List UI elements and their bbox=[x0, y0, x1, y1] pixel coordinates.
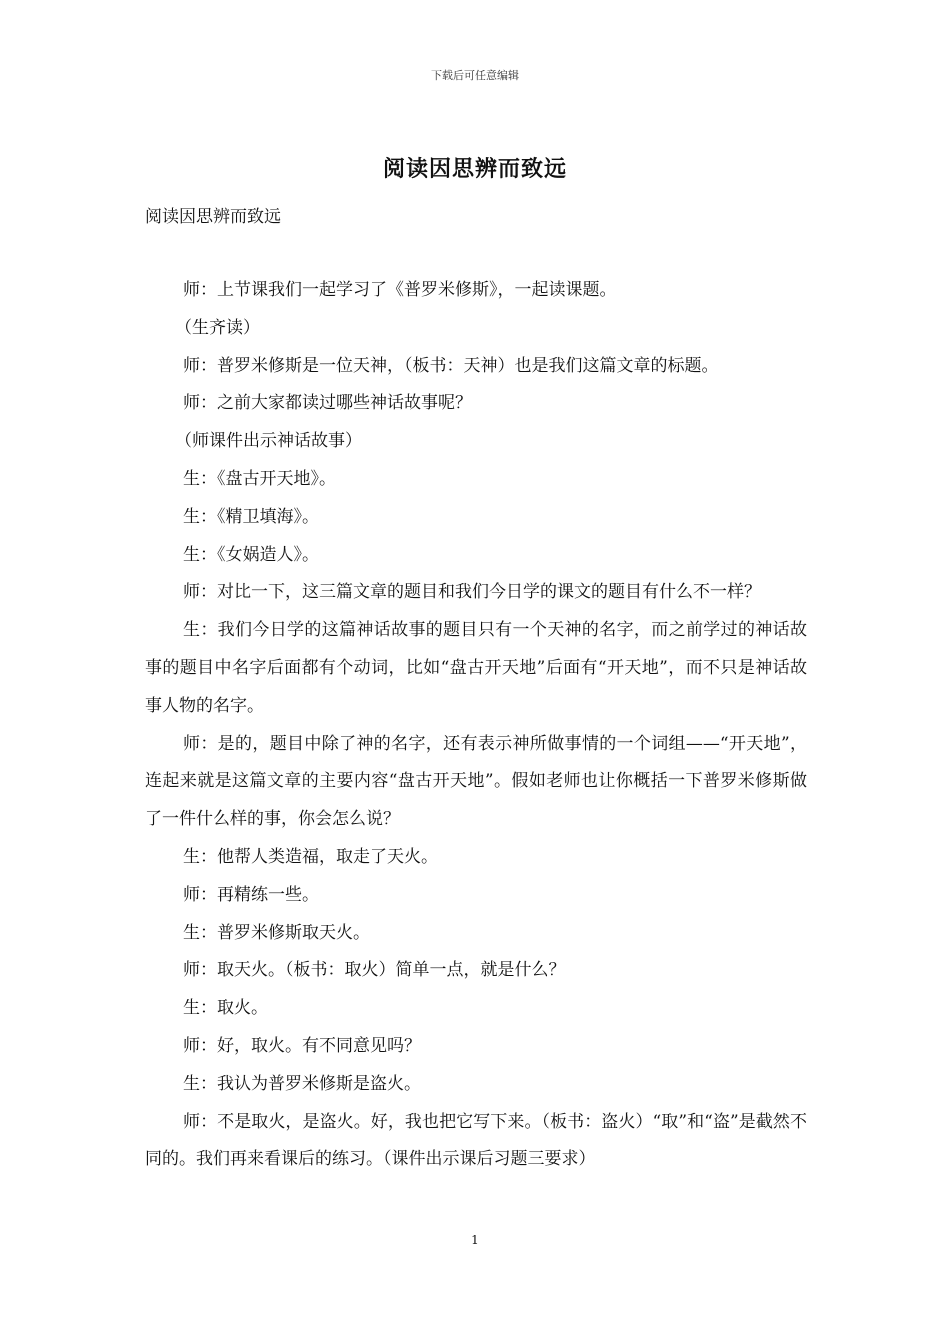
paragraph: 生：普罗米修斯取天火。 bbox=[183, 922, 370, 943]
document-subtitle: 阅读因思辨而致远 bbox=[145, 207, 281, 227]
paragraph: （生齐读） bbox=[175, 317, 260, 338]
paragraph: 师：是的，题目中除了神的名字，还有表示神所做事情的一个词组——“开天地”，连起来就是这篇文章的主要内容“盘古开天地”。假如老师也让你概括一下普罗米修斯做了一件什么样的事，你会怎么说？ bbox=[145, 733, 807, 830]
paragraph: 师：不是取火，是盗火。好，我也把它写下来。（板书：盗火）“取”和“盗”是截然不同的。我们再来看课后的练习。（课件出示课后习题三要求） bbox=[145, 1111, 807, 1170]
paragraph: 师：对比一下，这三篇文章的题目和我们今日学的课文的题目有什么不一样？ bbox=[183, 582, 761, 603]
paragraph: 生：《盘古开天地》。 bbox=[183, 468, 336, 489]
paragraph: 师：再精练一些。 bbox=[183, 884, 319, 905]
page-number: 1 bbox=[471, 1233, 479, 1247]
paragraph: 师：好，取火。有不同意见吗？ bbox=[183, 1035, 421, 1056]
paragraph: 生：取火。 bbox=[183, 998, 268, 1019]
paragraph: 生：《女娲造人》。 bbox=[183, 544, 319, 565]
paragraph: 师：普罗米修斯是一位天神，（板书：天神）也是我们这篇文章的标题。 bbox=[183, 355, 719, 376]
paragraph: 生：我们今日学的这篇神话故事的题目只有一个天神的名字，而之前学过的神话故事的题目中名字后面都有个动词，比如“盘古开天地”后面有“开天地”，而不只是神话故事人物的名字。 bbox=[145, 620, 807, 716]
paragraph: 生：《精卫填海》。 bbox=[183, 506, 319, 527]
paragraph: 师：之前大家都读过哪些神话故事呢？ bbox=[183, 393, 472, 414]
document-title: 阅读因思辨而致远 bbox=[382, 156, 567, 182]
paragraph: 师：上节课我们一起学习了《普罗米修斯》，一起读课题。 bbox=[183, 280, 617, 300]
header-note: 下载后可任意编辑 bbox=[431, 69, 519, 82]
paragraph: 师：取天火。（板书：取火）简单一点，就是什么？ bbox=[183, 960, 566, 981]
paragraph: 生：他帮人类造福，取走了天火。 bbox=[183, 846, 438, 867]
paragraph: 生：我认为普罗米修斯是盗火。 bbox=[183, 1073, 421, 1094]
document-body bbox=[145, 272, 807, 1179]
paragraph: （师课件出示神话故事） bbox=[175, 431, 362, 452]
